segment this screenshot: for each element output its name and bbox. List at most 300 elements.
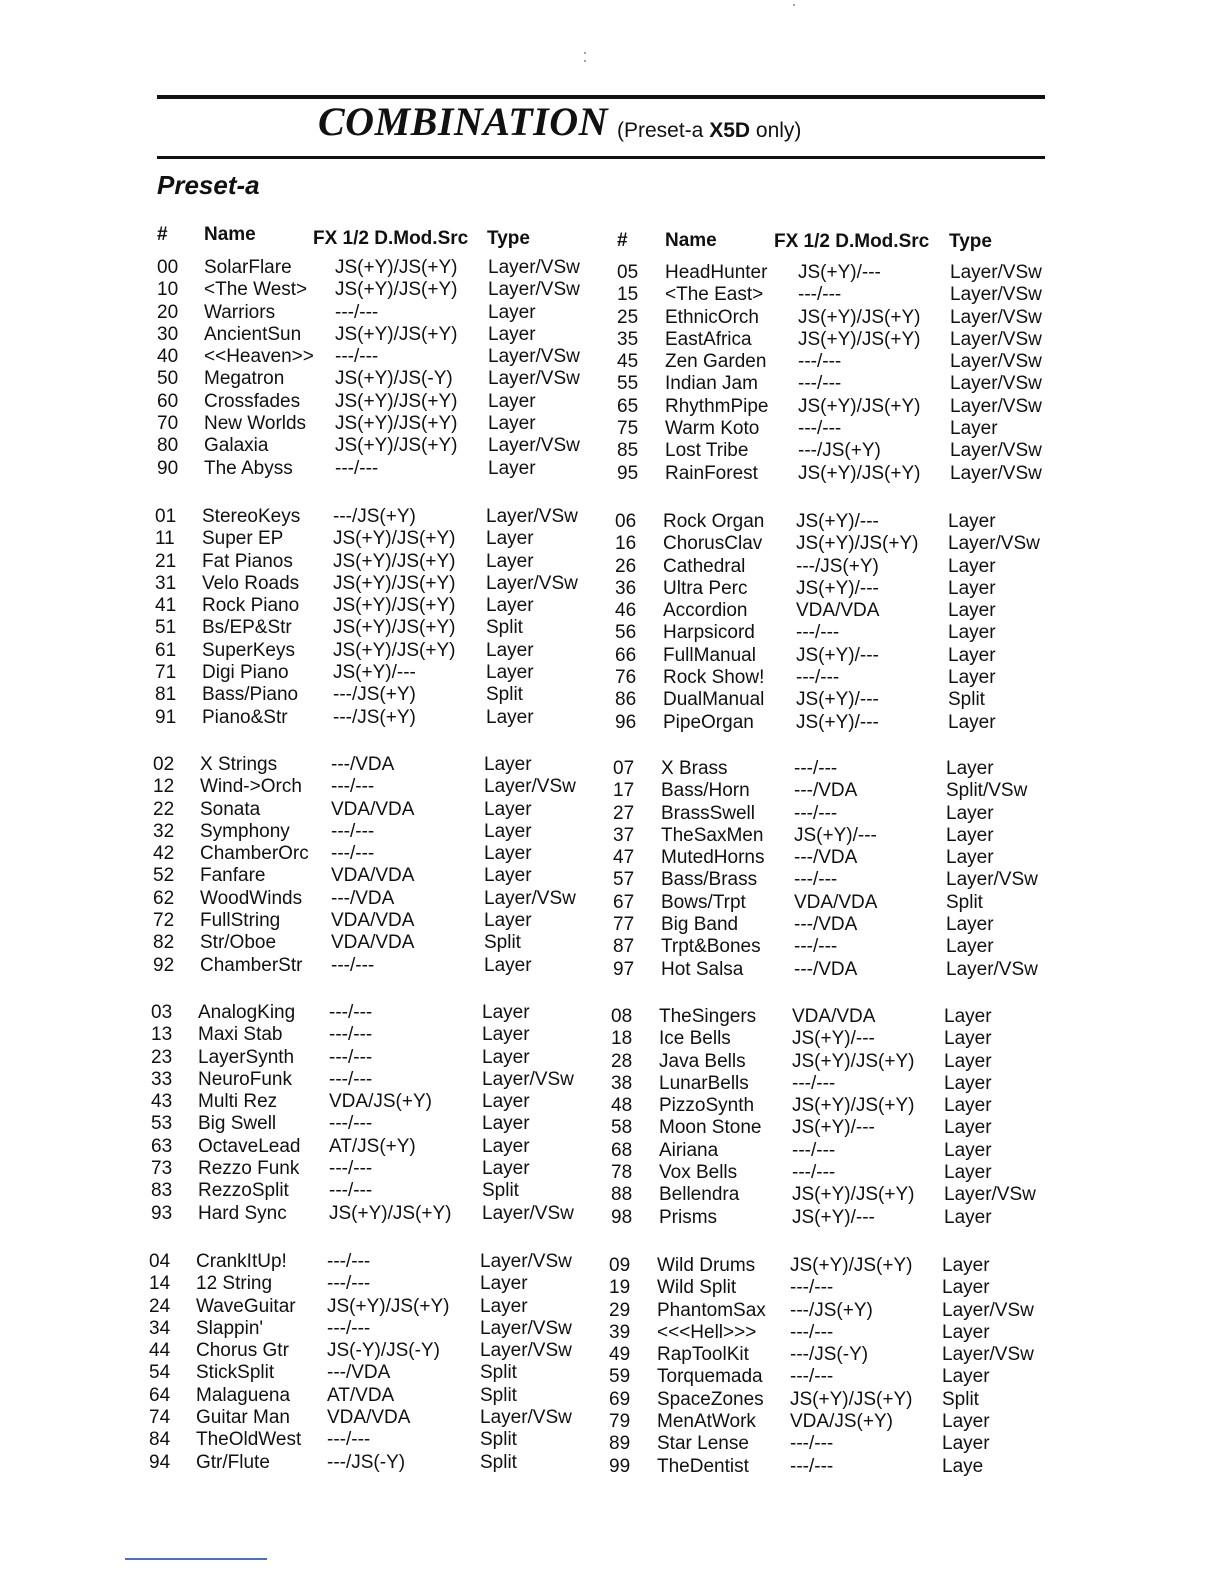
- preset-num: 62: [153, 887, 175, 909]
- preset-type: Layer/VSw: [950, 373, 1042, 395]
- preset-num: 14: [149, 1273, 171, 1295]
- preset-name: Megatron: [204, 368, 285, 390]
- preset-fx: VDA/JS(+Y): [329, 1091, 432, 1113]
- preset-type: Split: [942, 1388, 979, 1410]
- preset-name: Prisms: [659, 1206, 718, 1228]
- preset-name: Fanfare: [200, 865, 266, 887]
- preset-fx: JS(+Y)/JS(+Y): [792, 1184, 915, 1206]
- preset-num: 18: [611, 1028, 633, 1050]
- preset-num: 29: [609, 1299, 631, 1321]
- preset-type: Layer: [948, 600, 996, 622]
- preset-num: 20: [157, 301, 179, 323]
- preset-fx: JS(+Y)/JS(+Y): [329, 1202, 452, 1224]
- preset-fx: ---/VDA: [327, 1362, 391, 1384]
- preset-fx: ---/---: [790, 1321, 834, 1343]
- preset-name: Big Swell: [198, 1113, 277, 1135]
- preset-fx: ---/---: [794, 936, 838, 958]
- preset-name: TheSingers: [659, 1006, 757, 1027]
- preset-name: RainForest: [665, 462, 758, 484]
- preset-num: 85: [617, 440, 639, 462]
- preset-num: 05: [617, 262, 639, 283]
- preset-name: X Brass: [661, 758, 728, 779]
- preset-fx: VDA/VDA: [331, 865, 415, 887]
- preset-name: Chorus Gtr: [196, 1340, 289, 1362]
- preset-num: 81: [155, 684, 177, 706]
- preset-fx: ---/---: [331, 954, 375, 976]
- page-subtitle: [617, 119, 801, 143]
- preset-fx: ---/---: [329, 1024, 373, 1046]
- preset-num: 53: [151, 1113, 173, 1135]
- preset-fx: VDA/VDA: [796, 600, 880, 622]
- preset-type: Layer: [944, 1028, 992, 1050]
- preset-num: 10: [157, 279, 179, 301]
- preset-num: 98: [611, 1206, 633, 1228]
- preset-type: Layer/VSw: [480, 1317, 572, 1339]
- preset-fx: ---/---: [331, 776, 375, 798]
- preset-fx: ---/---: [794, 869, 838, 891]
- preset-num: 61: [155, 639, 177, 661]
- section-heading: Preset-a: [157, 170, 260, 200]
- preset-type: Layer/VSw: [950, 440, 1042, 462]
- preset-type: Layer: [480, 1295, 528, 1317]
- preset-fx: JS(+Y)/---: [796, 511, 879, 532]
- preset-num: 99: [609, 1455, 631, 1477]
- preset-fx: JS(+Y)/---: [796, 689, 879, 711]
- preset-num: 68: [611, 1139, 633, 1161]
- preset-type: Layer: [942, 1366, 990, 1388]
- preset-fx: AT/JS(+Y): [329, 1135, 416, 1157]
- preset-name: Cathedral: [663, 555, 746, 577]
- preset-num: 03: [151, 1002, 173, 1023]
- preset-num: 08: [611, 1006, 633, 1027]
- preset-name: StereoKeys: [202, 506, 301, 527]
- preset-num: 90: [157, 457, 179, 479]
- preset-name: Wind->Orch: [200, 776, 302, 798]
- preset-name: EastAfrica: [665, 328, 752, 350]
- preset-num: 71: [155, 662, 177, 684]
- preset-num: 56: [615, 622, 637, 644]
- preset-num: 27: [613, 802, 635, 824]
- preset-type: Layer: [948, 577, 996, 599]
- preset-num: 64: [149, 1384, 171, 1406]
- preset-name: Ice Bells: [659, 1028, 731, 1050]
- preset-fx: JS(+Y)/---: [796, 577, 879, 599]
- preset-type: Layer: [942, 1255, 990, 1276]
- preset-type: Layer: [944, 1095, 992, 1117]
- preset-fx: JS(+Y)/---: [792, 1117, 875, 1139]
- preset-fx: ---/---: [798, 418, 842, 440]
- preset-type: Layer/VSw: [950, 395, 1042, 417]
- preset-name: Moon Stone: [659, 1117, 762, 1139]
- preset-name: ChorusClav: [663, 533, 763, 555]
- preset-name: OctaveLead: [198, 1135, 301, 1157]
- preset-fx: ---/---: [327, 1317, 371, 1339]
- preset-num: 11: [155, 528, 175, 550]
- preset-type: Layer/VSw: [488, 279, 580, 301]
- preset-num: 59: [609, 1366, 631, 1388]
- preset-type: Layer/VSw: [482, 1068, 574, 1090]
- preset-name: Digi Piano: [202, 662, 289, 684]
- preset-name: Maxi Stab: [198, 1024, 283, 1046]
- preset-num: 25: [617, 306, 639, 328]
- preset-num: 54: [149, 1362, 171, 1384]
- preset-type: Split: [480, 1429, 517, 1451]
- preset-type: Layer/VSw: [488, 346, 580, 368]
- preset-fx: ---/---: [327, 1251, 371, 1272]
- preset-type: Layer/VSw: [486, 572, 578, 594]
- preset-num: 23: [151, 1046, 173, 1068]
- preset-fx: JS(+Y)/JS(+Y): [335, 390, 458, 412]
- preset-name: StickSplit: [196, 1362, 275, 1384]
- preset-type: Split: [946, 891, 983, 913]
- preset-fx: ---/---: [327, 1429, 371, 1451]
- preset-fx: JS(+Y)/JS(+Y): [796, 533, 919, 555]
- preset-name: New Worlds: [204, 413, 307, 435]
- preset-num: 06: [615, 511, 637, 532]
- preset-fx: ---/---: [335, 301, 379, 323]
- preset-name: The Abyss: [204, 457, 293, 479]
- preset-fx: JS(+Y)/JS(+Y): [798, 306, 921, 328]
- preset-type: Layer: [948, 555, 996, 577]
- preset-name: Bass/Piano: [202, 684, 299, 706]
- preset-fx: ---/---: [790, 1277, 834, 1299]
- preset-type: Split: [480, 1362, 517, 1384]
- preset-fx: ---/VDA: [794, 780, 858, 802]
- preset-fx: ---/JS(+Y): [333, 706, 416, 728]
- preset-name: 12 String: [196, 1273, 273, 1295]
- preset-name: Rock Show!: [663, 667, 765, 689]
- preset-fx: ---/JS(+Y): [798, 440, 881, 462]
- preset-name: Slappin': [196, 1317, 264, 1339]
- bottom-rule: [157, 156, 1045, 159]
- preset-name: Bs/EP&Str: [202, 617, 292, 639]
- preset-num: 21: [155, 550, 177, 572]
- subtitle-prefix: (Preset-a: [617, 119, 710, 142]
- footer-line: [125, 1558, 267, 1560]
- preset-name: Vox Bells: [659, 1162, 738, 1184]
- preset-name: BrassSwell: [661, 802, 755, 824]
- preset-type: Layer: [946, 914, 994, 936]
- preset-type: Layer: [484, 843, 532, 865]
- preset-type: Layer/VSw: [942, 1299, 1034, 1321]
- preset-num: 43: [151, 1091, 173, 1113]
- preset-type: Layer/VSw: [950, 351, 1042, 373]
- preset-name: Trpt&Bones: [661, 936, 761, 958]
- preset-name: Torquemada: [657, 1366, 763, 1388]
- preset-fx: VDA/VDA: [331, 910, 415, 932]
- preset-fx: ---/JS(+Y): [790, 1299, 873, 1321]
- preset-type: Layer/VSw: [484, 887, 576, 909]
- preset-fx: ---/JS(+Y): [796, 555, 879, 577]
- preset-num: 52: [153, 865, 175, 887]
- preset-name: Harpsicord: [663, 622, 755, 644]
- preset-fx: VDA/VDA: [794, 891, 878, 913]
- preset-name: Star Lense: [657, 1433, 749, 1455]
- preset-type: Layer/VSw: [484, 776, 576, 798]
- preset-num: 01: [155, 506, 177, 527]
- preset-num: 00: [157, 257, 179, 278]
- preset-num: 63: [151, 1135, 173, 1157]
- preset-fx: JS(+Y)/JS(+Y): [798, 328, 921, 350]
- preset-name: PipeOrgan: [663, 711, 754, 733]
- preset-name: Malaguena: [196, 1384, 291, 1406]
- preset-num: 84: [149, 1429, 171, 1451]
- preset-num: 41: [155, 595, 177, 617]
- preset-type: Layer/VSw: [950, 306, 1042, 328]
- preset-type: Layer: [944, 1206, 992, 1228]
- preset-name: EthnicOrch: [665, 306, 759, 328]
- preset-type: Layer: [484, 954, 532, 976]
- preset-num: 50: [157, 368, 179, 390]
- preset-type: Layer: [482, 1158, 530, 1180]
- preset-name: MutedHorns: [661, 847, 765, 869]
- preset-name: LunarBells: [659, 1072, 749, 1094]
- preset-name: PizzoSynth: [659, 1095, 755, 1117]
- preset-type: Layer: [946, 847, 994, 869]
- preset-type: Layer/VSw: [482, 1202, 574, 1224]
- preset-num: 76: [615, 667, 637, 689]
- preset-num: 65: [617, 395, 639, 417]
- preset-type: Layer: [488, 390, 536, 412]
- preset-fx: ---/---: [331, 843, 375, 865]
- preset-fx: ---/---: [792, 1072, 836, 1094]
- preset-type: Layer/VSw: [486, 506, 578, 527]
- preset-name: Rock Piano: [202, 595, 300, 617]
- preset-fx: JS(+Y)/JS(-Y): [335, 368, 453, 390]
- preset-num: 47: [613, 847, 635, 869]
- preset-num: 80: [157, 435, 179, 457]
- preset-type: Layer: [948, 622, 996, 644]
- preset-name: Multi Rez: [198, 1091, 278, 1113]
- preset-num: 51: [155, 617, 177, 639]
- preset-name: NeuroFunk: [198, 1068, 292, 1090]
- preset-name: <<<Hell>>>: [657, 1321, 757, 1343]
- preset-type: Layer: [944, 1072, 992, 1094]
- preset-name: Rezzo Funk: [198, 1158, 300, 1180]
- preset-num: 78: [611, 1162, 633, 1184]
- preset-fx: JS(+Y)/JS(+Y): [790, 1388, 913, 1410]
- preset-type: Layer: [948, 711, 996, 733]
- preset-num: 15: [617, 284, 639, 306]
- preset-type: Split: [948, 689, 985, 711]
- preset-num: 32: [153, 820, 175, 842]
- preset-num: 19: [609, 1277, 631, 1299]
- preset-fx: ---/VDA: [331, 887, 395, 909]
- preset-fx: ---/VDA: [794, 847, 858, 869]
- left-header-num: #: [157, 224, 168, 245]
- preset-fx: ---/---: [335, 346, 379, 368]
- page-title: COMBINATION: [318, 99, 609, 144]
- preset-name: Super EP: [202, 528, 284, 550]
- preset-fx: JS(+Y)/JS(+Y): [335, 257, 458, 278]
- preset-fx: JS(+Y)/JS(+Y): [790, 1255, 913, 1276]
- preset-num: 34: [149, 1317, 171, 1339]
- preset-name: Hot Salsa: [661, 958, 744, 980]
- preset-fx: ---/---: [794, 802, 838, 824]
- preset-num: 82: [153, 932, 175, 954]
- preset-fx: ---/---: [335, 457, 379, 479]
- preset-name: Galaxia: [204, 435, 269, 457]
- preset-fx: ---/---: [327, 1273, 371, 1295]
- preset-fx: JS(+Y)/---: [333, 662, 416, 684]
- preset-name: PhantomSax: [657, 1299, 766, 1321]
- preset-fx: ---/---: [798, 373, 842, 395]
- preset-fx: JS(+Y)/JS(+Y): [333, 595, 456, 617]
- preset-type: Layer: [486, 662, 534, 684]
- preset-type: Layer: [950, 418, 998, 440]
- left-header-type: Type: [487, 228, 530, 249]
- preset-fx: JS(+Y)/JS(+Y): [333, 550, 456, 572]
- preset-name: Wild Drums: [657, 1255, 756, 1276]
- right-header-fx: FX 1/2 D.Mod.Src: [774, 231, 930, 252]
- right-header-name: Name: [665, 230, 717, 251]
- preset-name: Piano&Str: [202, 706, 288, 728]
- preset-type: Layer: [488, 323, 536, 345]
- preset-type: Layer: [482, 1002, 530, 1023]
- preset-name: RezzoSplit: [198, 1180, 289, 1202]
- preset-type: Layer/VSw: [950, 328, 1042, 350]
- preset-fx: JS(+Y)/JS(+Y): [333, 572, 456, 594]
- preset-type: Split: [480, 1451, 517, 1473]
- preset-type: Layer: [484, 910, 532, 932]
- preset-fx: VDA/VDA: [327, 1407, 411, 1429]
- preset-name: Java Bells: [659, 1050, 746, 1072]
- preset-name: Hard Sync: [198, 1202, 287, 1224]
- preset-type: Laye: [942, 1455, 984, 1477]
- preset-name: ChamberStr: [200, 954, 303, 976]
- preset-fx: ---/---: [329, 1158, 373, 1180]
- preset-type: Layer: [948, 644, 996, 666]
- preset-name: Big Band: [661, 914, 739, 936]
- preset-type: Layer: [488, 457, 536, 479]
- preset-type: Split/VSw: [946, 780, 1028, 802]
- preset-num: 66: [615, 644, 637, 666]
- preset-num: 93: [151, 1202, 173, 1224]
- preset-fx: ---/JS(-Y): [327, 1451, 406, 1473]
- preset-name: Warm Koto: [665, 418, 760, 440]
- preset-num: 02: [153, 754, 175, 775]
- preset-fx: JS(+Y)/JS(+Y): [335, 279, 458, 301]
- preset-type: Layer/VSw: [488, 435, 580, 457]
- preset-num: 45: [617, 351, 639, 373]
- preset-type: Layer: [944, 1006, 992, 1027]
- preset-name: Bass/Horn: [661, 780, 750, 802]
- preset-fx: ---/---: [790, 1366, 834, 1388]
- preset-fx: ---/---: [798, 351, 842, 373]
- preset-name: Guitar Man: [196, 1407, 290, 1429]
- preset-fx: JS(-Y)/JS(-Y): [327, 1340, 440, 1362]
- preset-num: 92: [153, 954, 175, 976]
- preset-num: 72: [153, 910, 175, 932]
- preset-name: ChamberOrc: [200, 843, 309, 865]
- preset-fx: JS(+Y)/---: [798, 262, 881, 283]
- preset-fx: VDA/JS(+Y): [790, 1411, 893, 1433]
- preset-num: 57: [613, 869, 635, 891]
- preset-name: TheSaxMen: [661, 824, 764, 846]
- preset-num: 49: [609, 1344, 631, 1366]
- preset-num: 77: [613, 914, 635, 936]
- preset-num: 96: [615, 711, 637, 733]
- preset-fx: ---/---: [798, 284, 842, 306]
- preset-fx: ---/---: [329, 1180, 373, 1202]
- preset-num: 79: [609, 1411, 631, 1433]
- preset-name: WoodWinds: [200, 887, 303, 909]
- preset-num: 31: [155, 572, 177, 594]
- preset-num: 91: [155, 706, 177, 728]
- preset-num: 38: [611, 1072, 633, 1094]
- preset-num: 28: [611, 1050, 633, 1072]
- preset-type: Layer: [942, 1433, 990, 1455]
- preset-num: 69: [609, 1388, 631, 1410]
- preset-num: 89: [609, 1433, 631, 1455]
- preset-name: WaveGuitar: [196, 1295, 296, 1317]
- preset-fx: VDA/VDA: [331, 798, 415, 820]
- preset-name: RhythmPipe: [665, 395, 769, 417]
- preset-fx: JS(+Y)/---: [792, 1028, 875, 1050]
- preset-type: Layer/VSw: [944, 1184, 1036, 1206]
- subtitle-suffix: only): [750, 119, 802, 142]
- preset-name: Fat Pianos: [202, 550, 293, 572]
- preset-fx: JS(+Y)/JS(+Y): [335, 323, 458, 345]
- preset-type: Layer: [482, 1113, 530, 1135]
- preset-type: Layer/VSw: [480, 1407, 572, 1429]
- preset-name: Bellendra: [659, 1184, 740, 1206]
- preset-fx: JS(+Y)/JS(+Y): [333, 617, 456, 639]
- preset-name: TheDentist: [657, 1455, 749, 1477]
- preset-fx: ---/VDA: [794, 958, 858, 980]
- preset-type: Layer: [948, 667, 996, 689]
- preset-fx: ---/---: [792, 1139, 836, 1161]
- preset-type: Layer: [942, 1321, 990, 1343]
- preset-type: Layer: [486, 639, 534, 661]
- preset-name: Airiana: [659, 1139, 719, 1161]
- preset-name: SolarFlare: [204, 257, 292, 278]
- preset-type: Split: [482, 1180, 519, 1202]
- preset-fx: ---/---: [792, 1162, 836, 1184]
- preset-fx: JS(+Y)/JS(+Y): [327, 1295, 450, 1317]
- preset-name: Ultra Perc: [663, 577, 748, 599]
- preset-name: Velo Roads: [202, 572, 300, 594]
- preset-fx: JS(+Y)/JS(+Y): [798, 395, 921, 417]
- preset-fx: ---/---: [790, 1455, 834, 1477]
- left-header-fx: FX 1/2 D.Mod.Src: [313, 228, 469, 249]
- preset-fx: ---/VDA: [794, 914, 858, 936]
- preset-name: AnalogKing: [198, 1002, 296, 1023]
- preset-num: 70: [157, 413, 179, 435]
- preset-num: 22: [153, 798, 175, 820]
- preset-name: AncientSun: [204, 323, 302, 345]
- preset-num: 60: [157, 390, 179, 412]
- preset-name: <The East>: [665, 284, 764, 306]
- preset-type: Layer/VSw: [488, 368, 580, 390]
- preset-fx: ---/---: [329, 1068, 373, 1090]
- preset-num: 94: [149, 1451, 171, 1473]
- preset-type: Layer: [482, 1046, 530, 1068]
- preset-fx: ---/---: [331, 820, 375, 842]
- preset-name: HeadHunter: [665, 262, 768, 283]
- left-header-name: Name: [204, 224, 256, 245]
- preset-fx: VDA/VDA: [331, 932, 415, 954]
- preset-type: Layer/VSw: [950, 284, 1042, 306]
- preset-num: 36: [615, 577, 637, 599]
- preset-fx: JS(+Y)/JS(+Y): [335, 435, 458, 457]
- preset-type: Layer: [944, 1162, 992, 1184]
- preset-num: 13: [151, 1024, 173, 1046]
- preset-name: FullManual: [663, 644, 756, 666]
- preset-type: Layer: [484, 754, 532, 775]
- preset-name: FullString: [200, 910, 281, 932]
- preset-name: Accordion: [663, 600, 748, 622]
